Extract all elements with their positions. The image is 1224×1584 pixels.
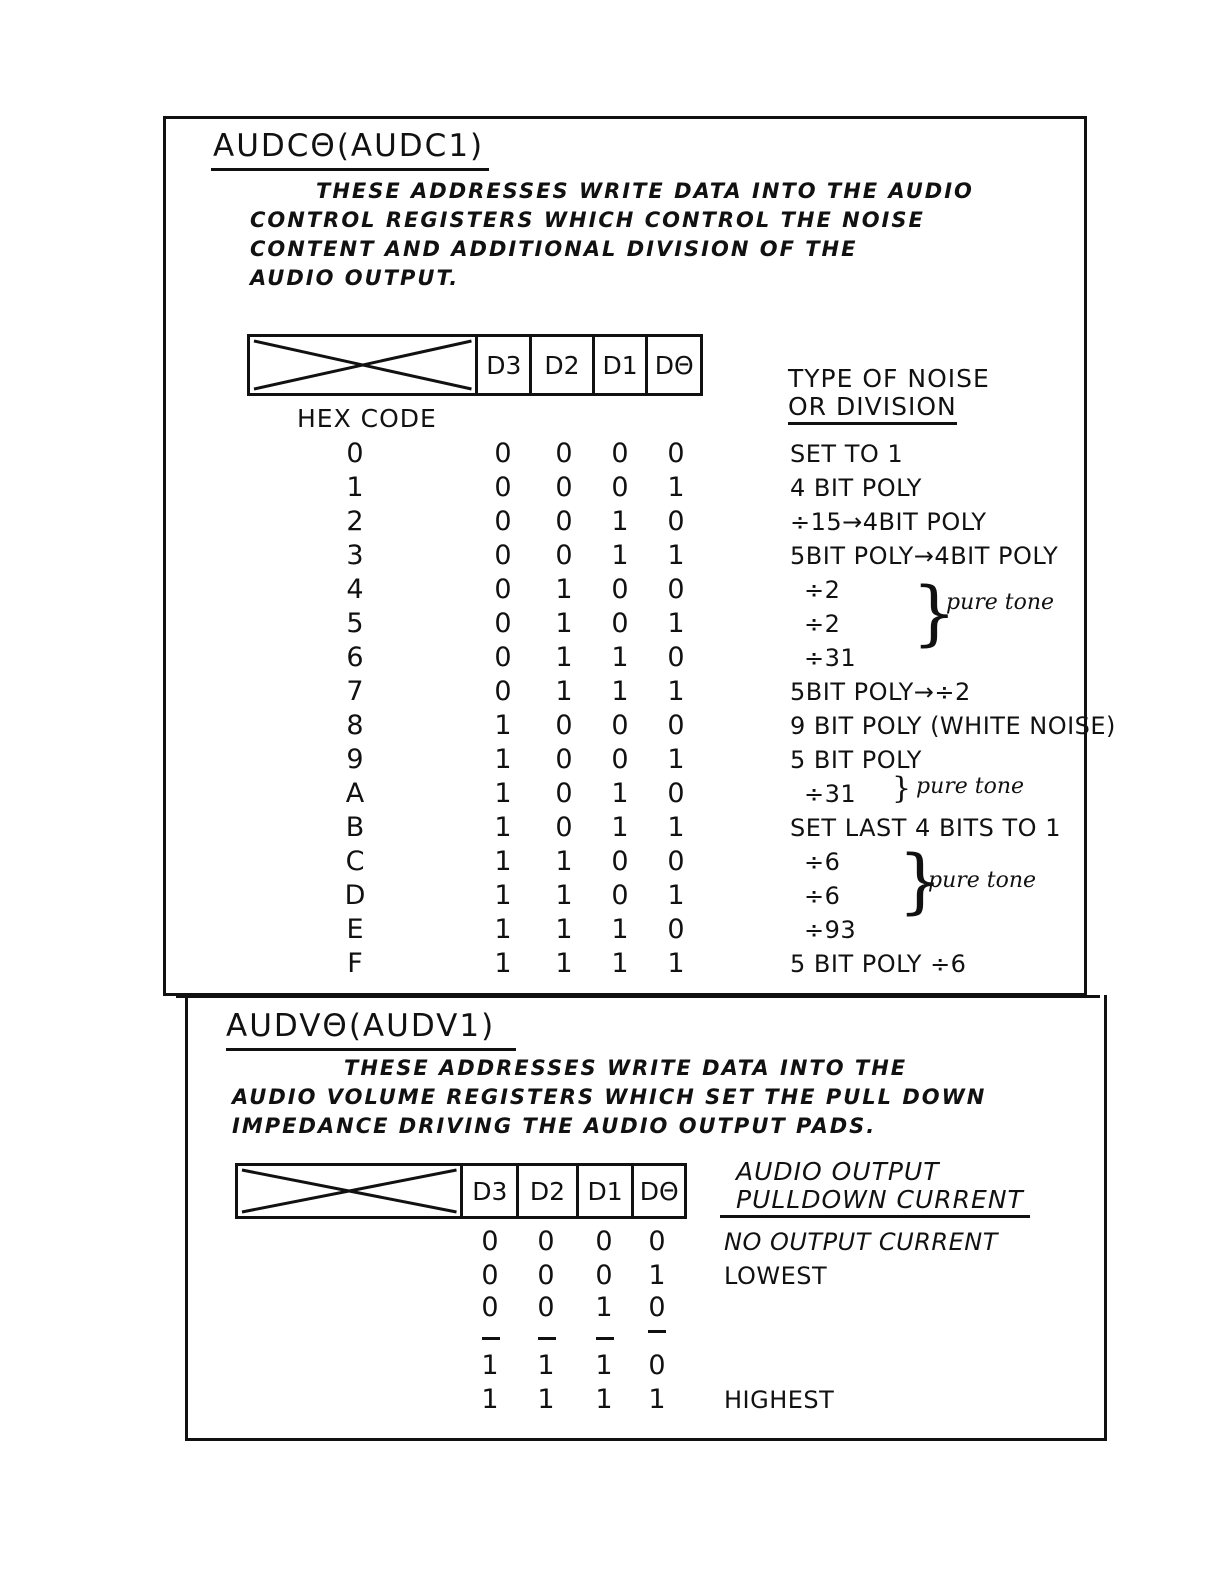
noise-type-cell: ÷31 bbox=[804, 644, 857, 672]
bit-cell: 1 bbox=[494, 710, 512, 741]
bit-cell: 0 bbox=[667, 778, 685, 809]
noise-type-cell: ÷6 bbox=[804, 882, 841, 910]
bit-header-d2: D2 bbox=[519, 1166, 579, 1216]
hex-code-cell: 6 bbox=[346, 642, 364, 673]
audc-title-underline bbox=[211, 168, 489, 171]
bit-cell: 1 bbox=[667, 540, 685, 571]
bit-cell: 0 bbox=[648, 1292, 666, 1323]
bit-cell: 1 bbox=[555, 608, 573, 639]
bit-cell: 1 bbox=[611, 676, 629, 707]
noise-type-cell: SET TO 1 bbox=[790, 440, 904, 468]
audv-description-line: IMPEDANCE DRIVING THE AUDIO OUTPUT PADS. bbox=[232, 1114, 877, 1138]
cross-icon bbox=[238, 1166, 460, 1216]
bit-header-d3: D3 bbox=[478, 337, 532, 393]
bit-cell: 0 bbox=[611, 880, 629, 911]
bit-cell: 1 bbox=[648, 1384, 666, 1415]
noise-type-cell: ÷2 bbox=[804, 576, 841, 604]
bit-cell: 0 bbox=[555, 472, 573, 503]
bit-cell: 0 bbox=[555, 778, 573, 809]
bit-cell: 1 bbox=[555, 846, 573, 877]
crossed-out-cell bbox=[238, 1166, 463, 1216]
hex-code-cell: 5 bbox=[346, 608, 364, 639]
continuation-dash bbox=[648, 1330, 666, 1333]
bit-cell: 1 bbox=[481, 1384, 499, 1415]
audv-description-line: AUDIO VOLUME REGISTERS WHICH SET THE PULL DOWN bbox=[232, 1085, 987, 1109]
audc-description-line: AUDIO OUTPUT. bbox=[250, 266, 460, 290]
hex-code-cell: B bbox=[345, 812, 365, 843]
bit-cell: 1 bbox=[537, 1384, 555, 1415]
bit-cell: 0 bbox=[611, 846, 629, 877]
noise-type-cell: SET LAST 4 BITS TO 1 bbox=[790, 814, 1061, 842]
bit-header-d1: D1 bbox=[595, 337, 649, 393]
bit-cell: 1 bbox=[595, 1350, 613, 1381]
audc-desc-label-line1: TYPE OF NOISE bbox=[788, 364, 990, 393]
cross-icon bbox=[250, 337, 475, 393]
hex-code-cell: 7 bbox=[346, 676, 364, 707]
bit-cell: 1 bbox=[494, 846, 512, 877]
hex-code-cell: 4 bbox=[346, 574, 364, 605]
bit-cell: 1 bbox=[611, 778, 629, 809]
noise-type-cell: ÷2 bbox=[804, 610, 841, 638]
hex-code-cell: C bbox=[345, 846, 365, 877]
hex-code-cell: E bbox=[346, 914, 364, 945]
bit-cell: 1 bbox=[555, 676, 573, 707]
bit-cell: 0 bbox=[667, 506, 685, 537]
continuation-dash bbox=[596, 1337, 614, 1340]
hex-code-cell: D bbox=[344, 880, 366, 911]
bit-cell: 0 bbox=[481, 1226, 499, 1257]
bit-cell: 0 bbox=[494, 642, 512, 673]
bit-cell: 0 bbox=[611, 438, 629, 469]
bit-cell: 0 bbox=[648, 1226, 666, 1257]
noise-type-cell: ÷15→4BIT POLY bbox=[790, 508, 987, 536]
hex-code-cell: A bbox=[345, 778, 365, 809]
bit-cell: 0 bbox=[555, 506, 573, 537]
pulldown-current-cell: HIGHEST bbox=[724, 1386, 835, 1414]
bit-cell: 1 bbox=[667, 472, 685, 503]
bit-cell: 0 bbox=[555, 812, 573, 843]
bit-cell: 0 bbox=[494, 574, 512, 605]
bit-cell: 0 bbox=[537, 1260, 555, 1291]
crossed-out-cell bbox=[250, 337, 478, 393]
bit-cell: 1 bbox=[611, 540, 629, 571]
bit-cell: 0 bbox=[494, 438, 512, 469]
bit-cell: 0 bbox=[667, 574, 685, 605]
audv-description-line: THESE ADDRESSES WRITE DATA INTO THE bbox=[344, 1056, 908, 1080]
bit-cell: 1 bbox=[494, 914, 512, 945]
bit-cell: 0 bbox=[595, 1260, 613, 1291]
bit-cell: 1 bbox=[555, 574, 573, 605]
bit-cell: 1 bbox=[611, 948, 629, 979]
noise-type-cell: 9 BIT POLY (WHITE NOISE) bbox=[790, 712, 1116, 740]
bit-cell: 1 bbox=[555, 914, 573, 945]
bit-cell: 1 bbox=[494, 948, 512, 979]
brace-icon: } bbox=[912, 572, 957, 654]
pure-tone-note: pure tone bbox=[946, 590, 1055, 615]
noise-type-cell: ÷6 bbox=[804, 848, 841, 876]
bit-cell: 0 bbox=[537, 1226, 555, 1257]
hex-code-cell: 2 bbox=[346, 506, 364, 537]
bit-cell: 1 bbox=[494, 778, 512, 809]
pure-tone-note: pure tone bbox=[928, 868, 1037, 893]
bit-cell: 1 bbox=[667, 744, 685, 775]
noise-type-cell: ÷93 bbox=[804, 916, 857, 944]
bit-header-d0: DΘ bbox=[639, 1176, 679, 1206]
bit-cell: 1 bbox=[555, 880, 573, 911]
audc-description bbox=[250, 177, 974, 293]
noise-type-cell: 5 BIT POLY bbox=[790, 746, 922, 774]
bit-header-d2: D2 bbox=[532, 337, 595, 393]
bit-cell: 0 bbox=[667, 914, 685, 945]
bit-cell: 1 bbox=[611, 506, 629, 537]
brace-icon: } bbox=[898, 840, 943, 922]
bit-cell: 1 bbox=[611, 812, 629, 843]
brace-icon: } bbox=[892, 771, 912, 806]
audv-description bbox=[232, 1054, 986, 1141]
bit-cell: 0 bbox=[537, 1292, 555, 1323]
bit-cell: 1 bbox=[494, 880, 512, 911]
audv-desc-label-line1: AUDIO OUTPUT bbox=[736, 1157, 940, 1186]
bit-cell: 1 bbox=[555, 948, 573, 979]
bit-cell: 1 bbox=[595, 1292, 613, 1323]
audv-title: AUDVΘ(AUDV1) bbox=[226, 1008, 496, 1044]
bit-cell: 0 bbox=[648, 1350, 666, 1381]
bit-cell: 0 bbox=[667, 642, 685, 673]
pulldown-current-cell: LOWEST bbox=[724, 1262, 828, 1290]
audc-description-line: THESE ADDRESSES WRITE DATA INTO THE AUDIO bbox=[316, 179, 974, 203]
bit-cell: 0 bbox=[555, 438, 573, 469]
audv-bit-header bbox=[235, 1163, 687, 1219]
bit-cell: 1 bbox=[667, 676, 685, 707]
bit-cell: 0 bbox=[611, 472, 629, 503]
bit-cell: 0 bbox=[611, 710, 629, 741]
bit-cell: 1 bbox=[667, 812, 685, 843]
bit-cell: 1 bbox=[648, 1260, 666, 1291]
bit-cell: 0 bbox=[494, 608, 512, 639]
bit-cell: 1 bbox=[595, 1384, 613, 1415]
bit-cell: 0 bbox=[494, 472, 512, 503]
bit-cell: 0 bbox=[555, 744, 573, 775]
bit-header-d0: DΘ bbox=[654, 350, 694, 380]
hex-code-cell: 1 bbox=[346, 472, 364, 503]
noise-type-cell: 5 BIT POLY ÷6 bbox=[790, 950, 967, 978]
bit-header-d3: D3 bbox=[463, 1166, 519, 1216]
hex-code-cell: 0 bbox=[346, 438, 364, 469]
continuation-dash bbox=[482, 1337, 500, 1340]
bit-cell: 0 bbox=[481, 1292, 499, 1323]
noise-type-cell: 5BIT POLY→÷2 bbox=[790, 678, 971, 706]
continuation-dash bbox=[538, 1337, 556, 1340]
noise-type-cell: ÷31 bbox=[804, 780, 857, 808]
bit-cell: 1 bbox=[667, 880, 685, 911]
noise-type-cell: 4 BIT POLY bbox=[790, 474, 922, 502]
bit-cell: 0 bbox=[667, 846, 685, 877]
audv-desc-label-line2: PULLDOWN CURRENT bbox=[720, 1185, 1030, 1218]
audc-bit-header bbox=[247, 334, 703, 396]
bit-cell: 1 bbox=[667, 608, 685, 639]
audc-description-line: CONTENT AND ADDITIONAL DIVISION OF THE bbox=[250, 237, 858, 261]
hex-code-cell: F bbox=[347, 948, 363, 979]
bit-cell: 0 bbox=[494, 540, 512, 571]
audc-desc-label-line2: OR DIVISION bbox=[788, 392, 957, 425]
bit-cell: 0 bbox=[667, 438, 685, 469]
audv-title-underline bbox=[226, 1048, 516, 1051]
bit-cell: 1 bbox=[555, 642, 573, 673]
bit-cell: 0 bbox=[611, 608, 629, 639]
bit-cell: 0 bbox=[611, 744, 629, 775]
pulldown-current-cell: NO OUTPUT CURRENT bbox=[724, 1228, 998, 1256]
bit-cell: 0 bbox=[667, 710, 685, 741]
bit-cell: 1 bbox=[667, 948, 685, 979]
audc-description-line: CONTROL REGISTERS WHICH CONTROL THE NOISE bbox=[250, 208, 925, 232]
bit-cell: 1 bbox=[494, 744, 512, 775]
bit-cell: 0 bbox=[494, 676, 512, 707]
audc-title: AUDCΘ(AUDC1) bbox=[213, 128, 485, 164]
pure-tone-note: pure tone bbox=[916, 774, 1025, 799]
hex-code-label: HEX CODE bbox=[297, 404, 437, 433]
bit-cell: 0 bbox=[481, 1260, 499, 1291]
bit-cell: 0 bbox=[595, 1226, 613, 1257]
bit-cell: 1 bbox=[611, 642, 629, 673]
noise-type-cell: 5BIT POLY→4BIT POLY bbox=[790, 542, 1059, 570]
bit-cell: 0 bbox=[611, 574, 629, 605]
bit-cell: 0 bbox=[555, 710, 573, 741]
bit-cell: 1 bbox=[481, 1350, 499, 1381]
bit-cell: 0 bbox=[555, 540, 573, 571]
hex-code-cell: 3 bbox=[346, 540, 364, 571]
bit-header-d1: D1 bbox=[579, 1166, 635, 1216]
bit-cell: 1 bbox=[494, 812, 512, 843]
bit-cell: 1 bbox=[611, 914, 629, 945]
hex-code-cell: 9 bbox=[346, 744, 364, 775]
bit-cell: 1 bbox=[537, 1350, 555, 1381]
bit-cell: 0 bbox=[494, 506, 512, 537]
hex-code-cell: 8 bbox=[346, 710, 364, 741]
